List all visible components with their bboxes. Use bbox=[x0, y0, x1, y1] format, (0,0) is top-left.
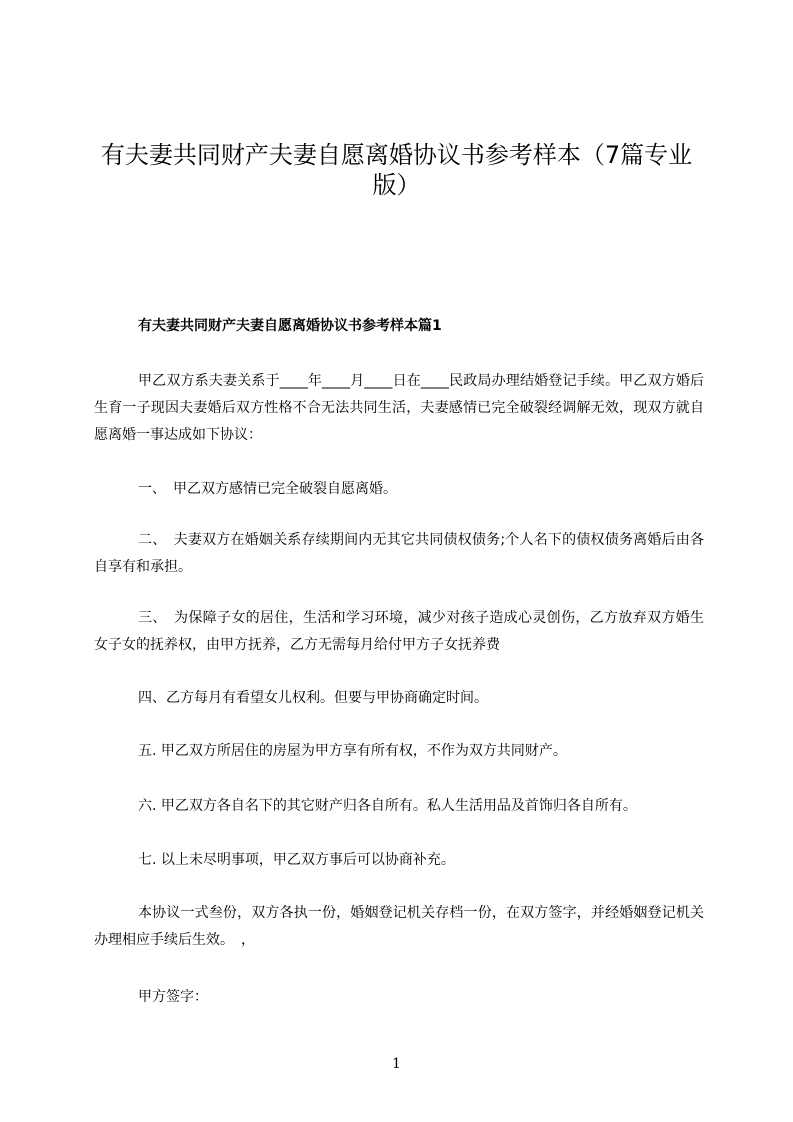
paragraph-clause-2: 二、 夫妻双方在婚姻关系存续期间内无其它共同债权债务;个人名下的债权债务离婚后由各自享有和承担。 bbox=[94, 532, 704, 575]
page-number: 1 bbox=[392, 1056, 401, 1072]
paragraph-intro: 甲乙双方系夫妻关系于____年____月____日在____民政局办理结婚登记手续。甲乙双方婚后生育一子现因夫妻婚后双方性格不合无法共同生活，夫妻感情已完全破裂经调解无效，现双方就自愿离婚一事达成如下协议： bbox=[94, 373, 704, 443]
document-title: 有夫妻共同财产夫妻自愿离婚协议书参考样本（7篇专业版） bbox=[100, 141, 693, 199]
paragraph-clause-4: 四、乙方每月有看望女儿权利。但要与甲协商确定时间。 bbox=[138, 690, 488, 706]
paragraph-clause-6: 六. 甲乙双方各自名下的其它财产归各自所有。私人生活用品及首饰归各自所有。 bbox=[138, 798, 637, 814]
paragraph-copies: 本协议一式叁份，双方各执一份，婚姻登记机关存档一份，在双方签字，并经婚姻登记机关办理相应手续后生效。 ， bbox=[94, 905, 704, 948]
section-heading: 有夫妻共同财产夫妻自愿离婚协议书参考样本篇1 bbox=[138, 318, 442, 334]
paragraph-clause-7: 七. 以上未尽明事项，甲乙双方事后可以协商补充。 bbox=[138, 852, 455, 868]
signature-line-party-a: 甲方签字： bbox=[138, 989, 208, 1005]
paragraph-clause-1: 一、 甲乙双方感情已完全破裂自愿离婚。 bbox=[138, 481, 397, 497]
paragraph-clause-3: 三、 为保障子女的居住，生活和学习环境，减少对孩子造成心灵创伤，乙方放弃双方婚生女子女的抚养权，由甲方抚养，乙方无需每月给付甲方子女抚养费 bbox=[94, 610, 704, 653]
paragraph-clause-5: 五. 甲乙双方所居住的房屋为甲方享有所有权，不作为双方共同财产。 bbox=[138, 743, 567, 759]
